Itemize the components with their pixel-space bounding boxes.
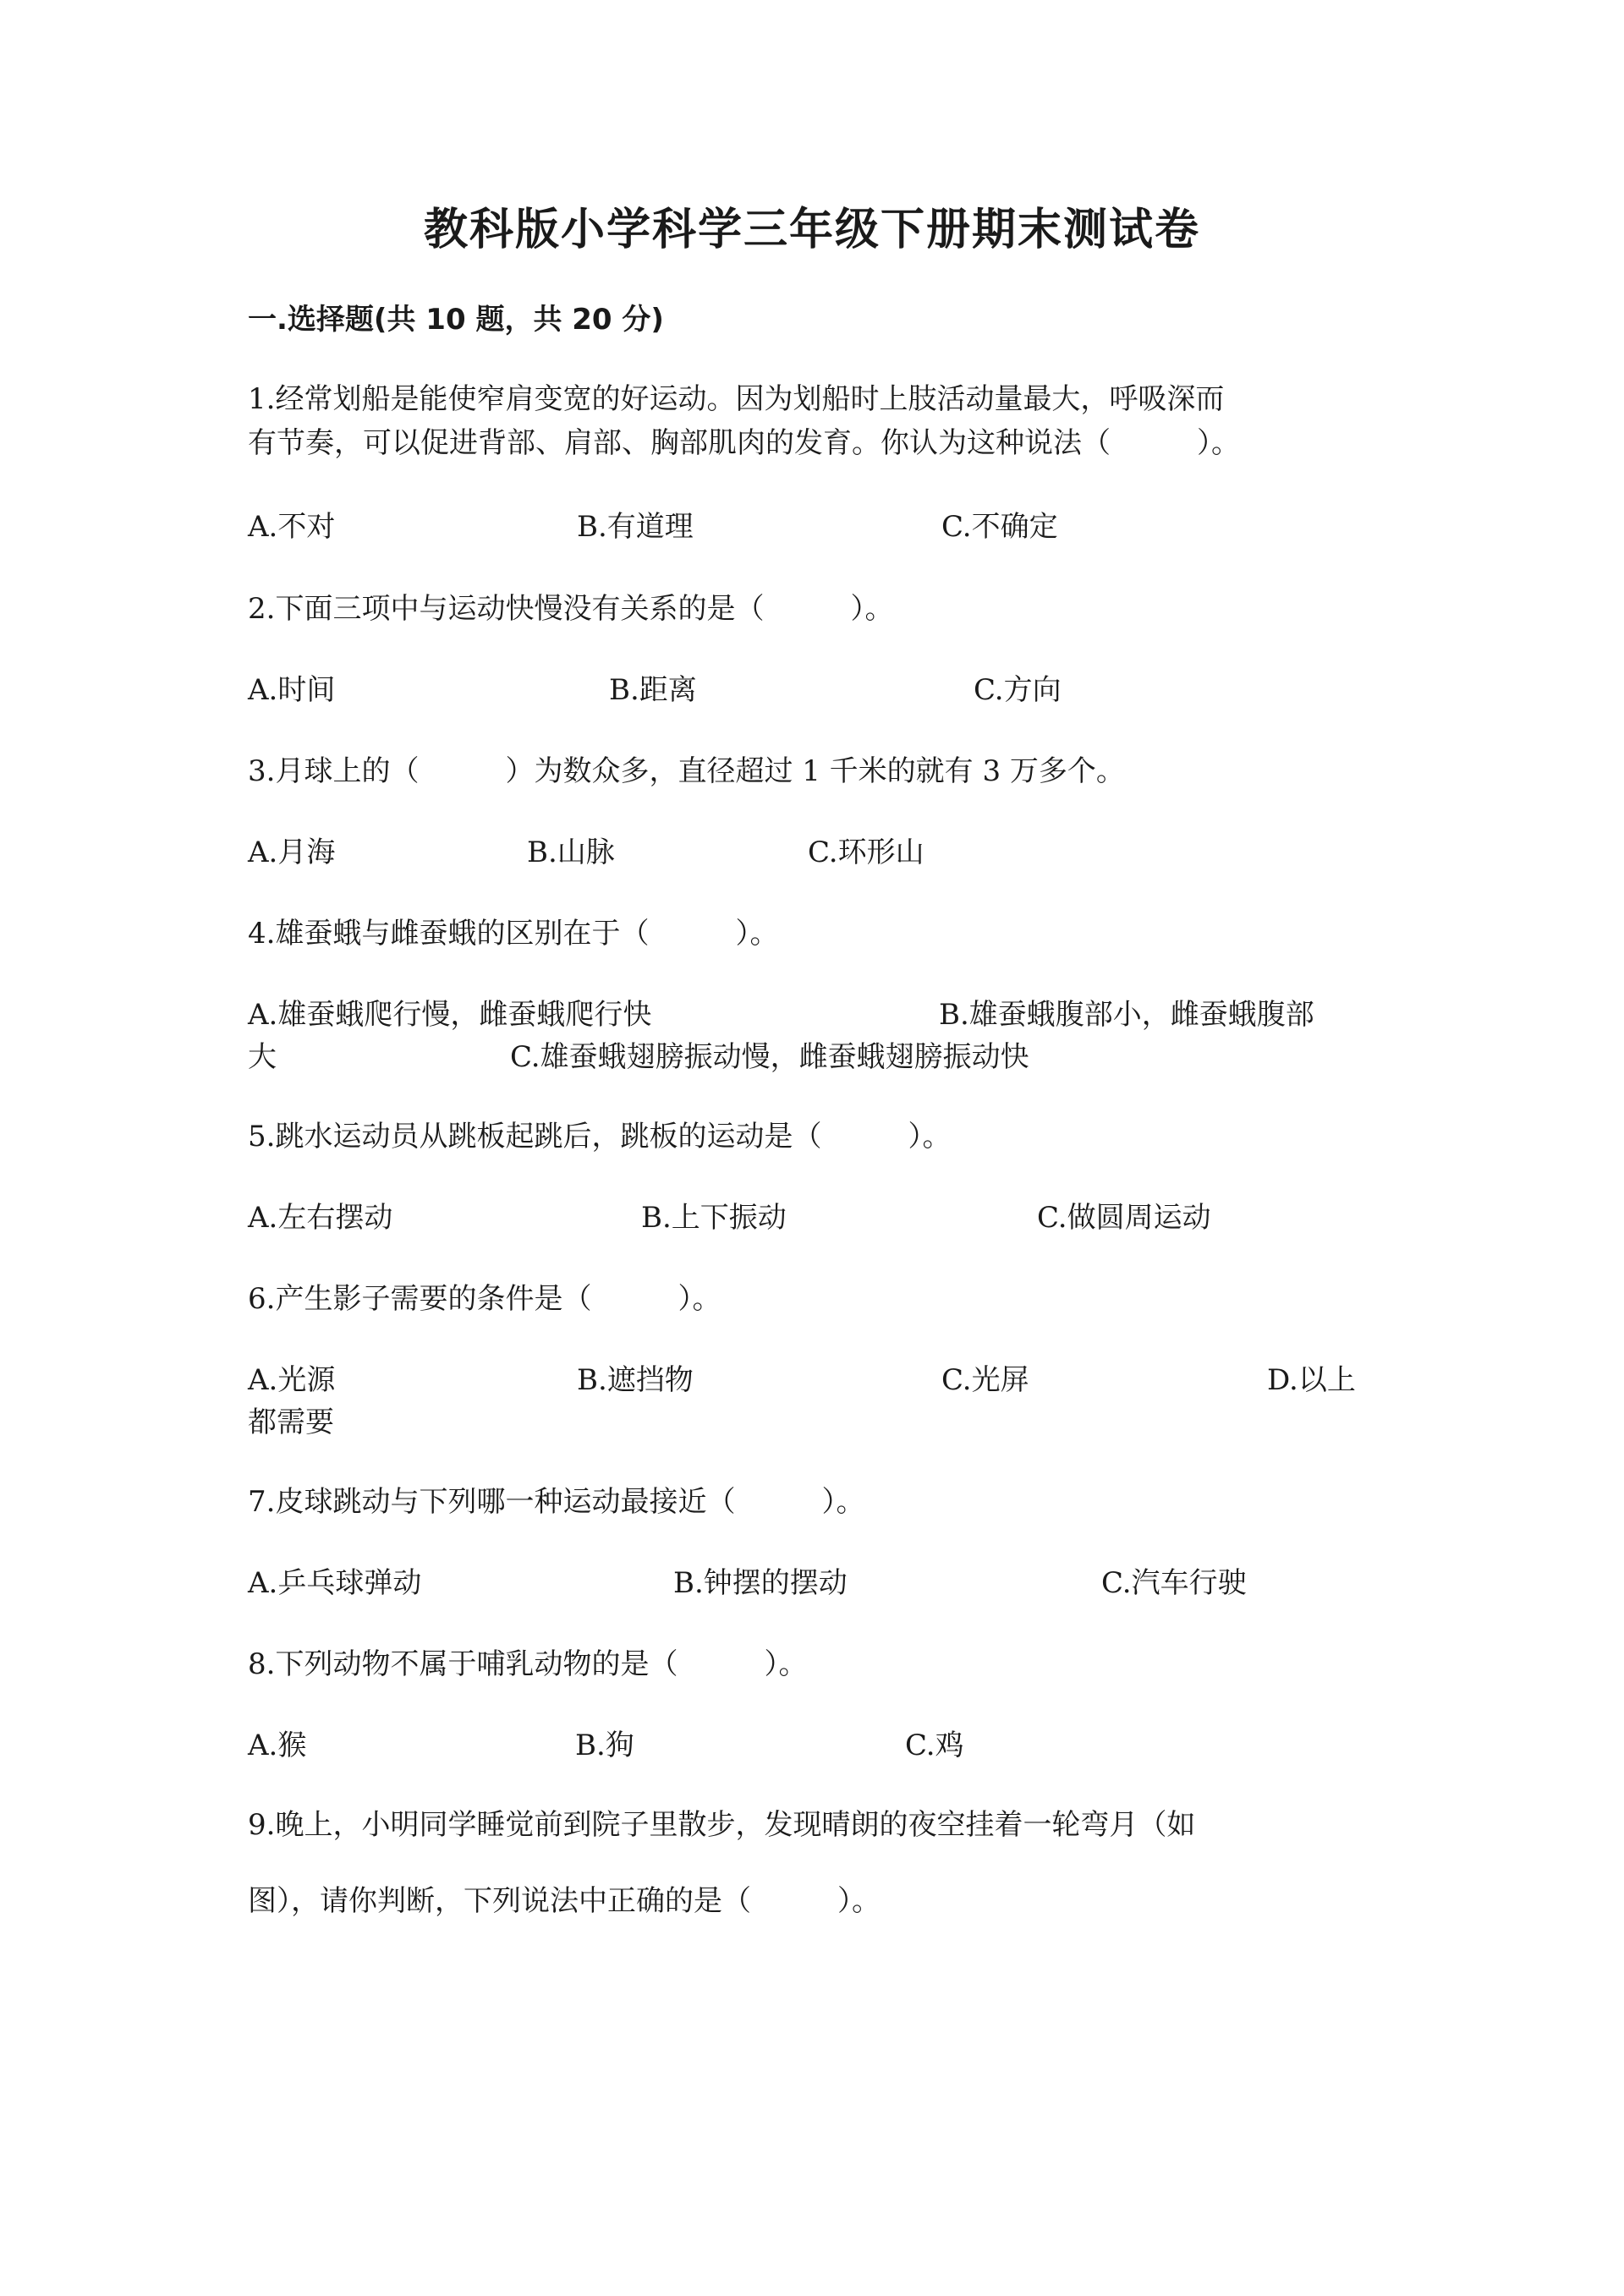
section-heading: 一.选择题(共 10 题，共 20 分) [248, 303, 664, 337]
question-5-option-a: A.左右摆动 [248, 1201, 393, 1235]
question-9-line-2: 图），请你判断，下列说法中正确的是（ ）。 [248, 1884, 881, 1918]
question-2-option-c: C.方向 [974, 673, 1062, 707]
question-8-line-1: 8.下列动物不属于哺乳动物的是（ ）。 [248, 1647, 808, 1681]
question-4-option-a: A.雄蚕蛾爬行慢，雌蚕蛾爬行快 [248, 998, 652, 1032]
question-1-line-1: 1.经常划船是能使窄肩变宽的好运动。因为划船时上肢活动量最大，呼吸深而 [248, 382, 1225, 416]
question-1-option-b: B.有道理 [577, 510, 694, 544]
question-4-option-c: C.雄蚕蛾翅膀振动慢，雌蚕蛾翅膀振动快 [510, 1040, 1029, 1074]
question-4-option-b-wrap: 大 [248, 1040, 277, 1074]
question-5-option-b: B.上下振动 [641, 1201, 787, 1235]
question-2-line-1: 2.下面三项中与运动快慢没有关系的是（ ）。 [248, 592, 894, 626]
question-2-option-a: A.时间 [248, 673, 336, 707]
question-1-option-a: A.不对 [248, 510, 336, 544]
question-7-option-c: C.汽车行驶 [1101, 1566, 1247, 1600]
question-6-option-d-wrap: 都需要 [248, 1406, 334, 1439]
question-2-option-b: B.距离 [609, 673, 697, 707]
question-6-line-1: 6.产生影子需要的条件是（ ）。 [248, 1282, 721, 1316]
question-6-option-d: D.以上 [1267, 1363, 1356, 1397]
question-1-line-2: 有节奏，可以促进背部、肩部、胸部肌肉的发育。你认为这种说法（ ）。 [248, 426, 1240, 460]
question-6-option-b: B.遮挡物 [577, 1363, 694, 1397]
question-3-option-a: A.月海 [248, 836, 336, 869]
question-3-line-1: 3.月球上的（ ）为数众多，直径超过 1 千米的就有 3 万多个。 [248, 754, 1125, 788]
question-7-option-b: B.钟摆的摆动 [673, 1566, 848, 1600]
question-8-option-c: C.鸡 [905, 1729, 964, 1762]
question-7-line-1: 7.皮球跳动与下列哪一种运动最接近（ ）。 [248, 1485, 865, 1519]
question-3-option-c: C.环形山 [808, 836, 924, 869]
question-1-option-c: C.不确定 [941, 510, 1058, 544]
question-6-option-a: A.光源 [248, 1363, 336, 1397]
question-8-option-a: A.猴 [248, 1729, 307, 1762]
question-8-option-b: B.狗 [575, 1729, 634, 1762]
question-5-line-1: 5.跳水运动员从跳板起跳后，跳板的运动是（ ）。 [248, 1120, 952, 1153]
question-9-line-1: 9.晚上，小明同学睡觉前到院子里散步，发现晴朗的夜空挂着一轮弯月（如 [248, 1808, 1196, 1842]
question-4-option-b: B.雄蚕蛾腹部小，雌蚕蛾腹部 [939, 998, 1314, 1032]
question-5-option-c: C.做圆周运动 [1037, 1201, 1211, 1235]
page-title: 教科版小学科学三年级下册期末测试卷 [423, 205, 1200, 255]
question-6-option-c: C.光屏 [941, 1363, 1029, 1397]
question-7-option-a: A.乒乓球弹动 [248, 1566, 422, 1600]
question-4-line-1: 4.雄蚕蛾与雌蚕蛾的区别在于（ ）。 [248, 917, 779, 951]
question-3-option-b: B.山脉 [527, 836, 615, 869]
